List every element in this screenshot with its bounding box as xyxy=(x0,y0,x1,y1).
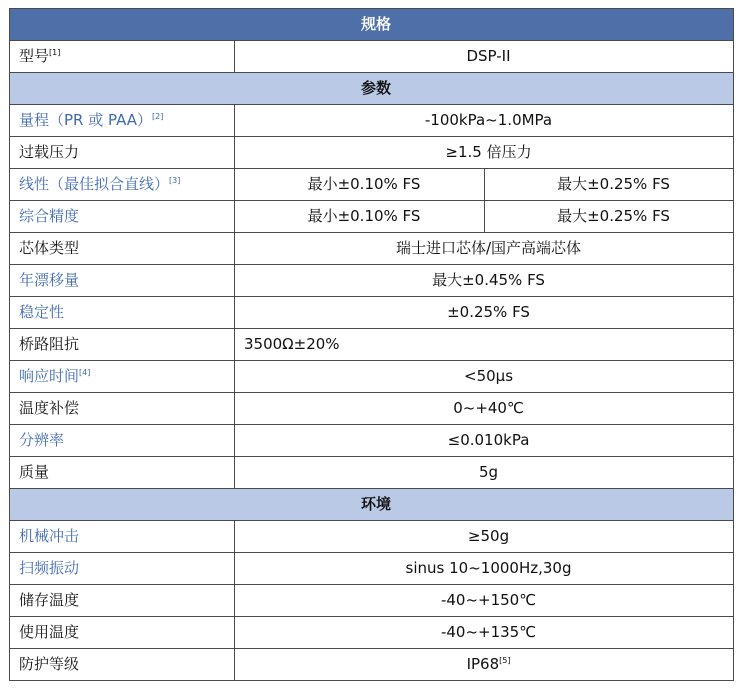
row-label-shock: 机械冲击 xyxy=(10,521,235,553)
section-header-spec: 规格 xyxy=(10,9,734,41)
row-value-stability: ±0.25% FS xyxy=(235,297,734,329)
row-label-mass: 质量 xyxy=(10,457,235,489)
row-label-response-time xyxy=(10,361,235,393)
row-label-model xyxy=(10,41,235,73)
row-value-shock: ≥50g xyxy=(235,521,734,553)
row-value-core-type: 瑞士进口芯体/国产高端芯体 xyxy=(235,233,734,265)
row-value-response-time: <50μs xyxy=(235,361,734,393)
label-text: 响应时间 xyxy=(19,367,80,385)
row-value-annual-drift: 最大±0.45% FS xyxy=(235,265,734,297)
row-label-stability: 稳定性 xyxy=(10,297,235,329)
row-label-core-type: 芯体类型 xyxy=(10,233,235,265)
row-value-linearity-max: 最大±0.25% FS xyxy=(485,169,734,201)
footnote-ref: [1] xyxy=(49,48,61,57)
row-label-bridge-impedance: 桥路阻抗 xyxy=(10,329,235,361)
footnote-ref: [5] xyxy=(499,656,511,665)
row-value-range: -100kPa~1.0MPa xyxy=(235,105,734,137)
row-label-protection: 防护等级 xyxy=(10,649,235,681)
value-text: IP68 xyxy=(466,655,500,673)
footnote-ref: [4] xyxy=(79,368,91,377)
section-header-env: 环境 xyxy=(10,489,734,521)
row-label-operating-temp: 使用温度 xyxy=(10,617,235,649)
label-text: 型号 xyxy=(19,47,50,65)
row-label-annual-drift: 年漂移量 xyxy=(10,265,235,297)
footnote-ref: [3] xyxy=(169,176,181,185)
section-header-params: 参数 xyxy=(10,73,734,105)
row-value-linearity-min: 最小±0.10% FS xyxy=(235,169,485,201)
row-value-operating-temp: -40~+135℃ xyxy=(235,617,734,649)
row-label-overload: 过载压力 xyxy=(10,137,235,169)
row-value-overload: ≥1.5 倍压力 xyxy=(235,137,734,169)
row-label-accuracy: 综合精度 xyxy=(10,201,235,233)
row-value-accuracy-min: 最小±0.10% FS xyxy=(235,201,485,233)
row-value-model: DSP-II xyxy=(235,41,734,73)
row-value-vibration: sinus 10~1000Hz,30g xyxy=(235,553,734,585)
row-value-resolution: ≤0.010kPa xyxy=(235,425,734,457)
footnote-ref: [2] xyxy=(152,112,164,121)
row-value-temp-compensation: 0~+40℃ xyxy=(235,393,734,425)
row-label-temp-compensation: 温度补偿 xyxy=(10,393,235,425)
row-label-storage-temp: 储存温度 xyxy=(10,585,235,617)
row-value-protection xyxy=(235,649,734,681)
row-label-range xyxy=(10,105,235,137)
row-label-linearity xyxy=(10,169,235,201)
row-label-vibration: 扫频振动 xyxy=(10,553,235,585)
label-text: 线性（最佳拟合直线） xyxy=(19,175,170,193)
row-value-bridge-impedance: 3500Ω±20% xyxy=(235,329,734,361)
label-text: 量程（PR 或 PAA） xyxy=(19,111,153,129)
row-value-storage-temp: -40~+150℃ xyxy=(235,585,734,617)
row-label-resolution: 分辨率 xyxy=(10,425,235,457)
row-value-accuracy-max: 最大±0.25% FS xyxy=(485,201,734,233)
row-value-mass: 5g xyxy=(235,457,734,489)
spec-table xyxy=(9,8,734,681)
